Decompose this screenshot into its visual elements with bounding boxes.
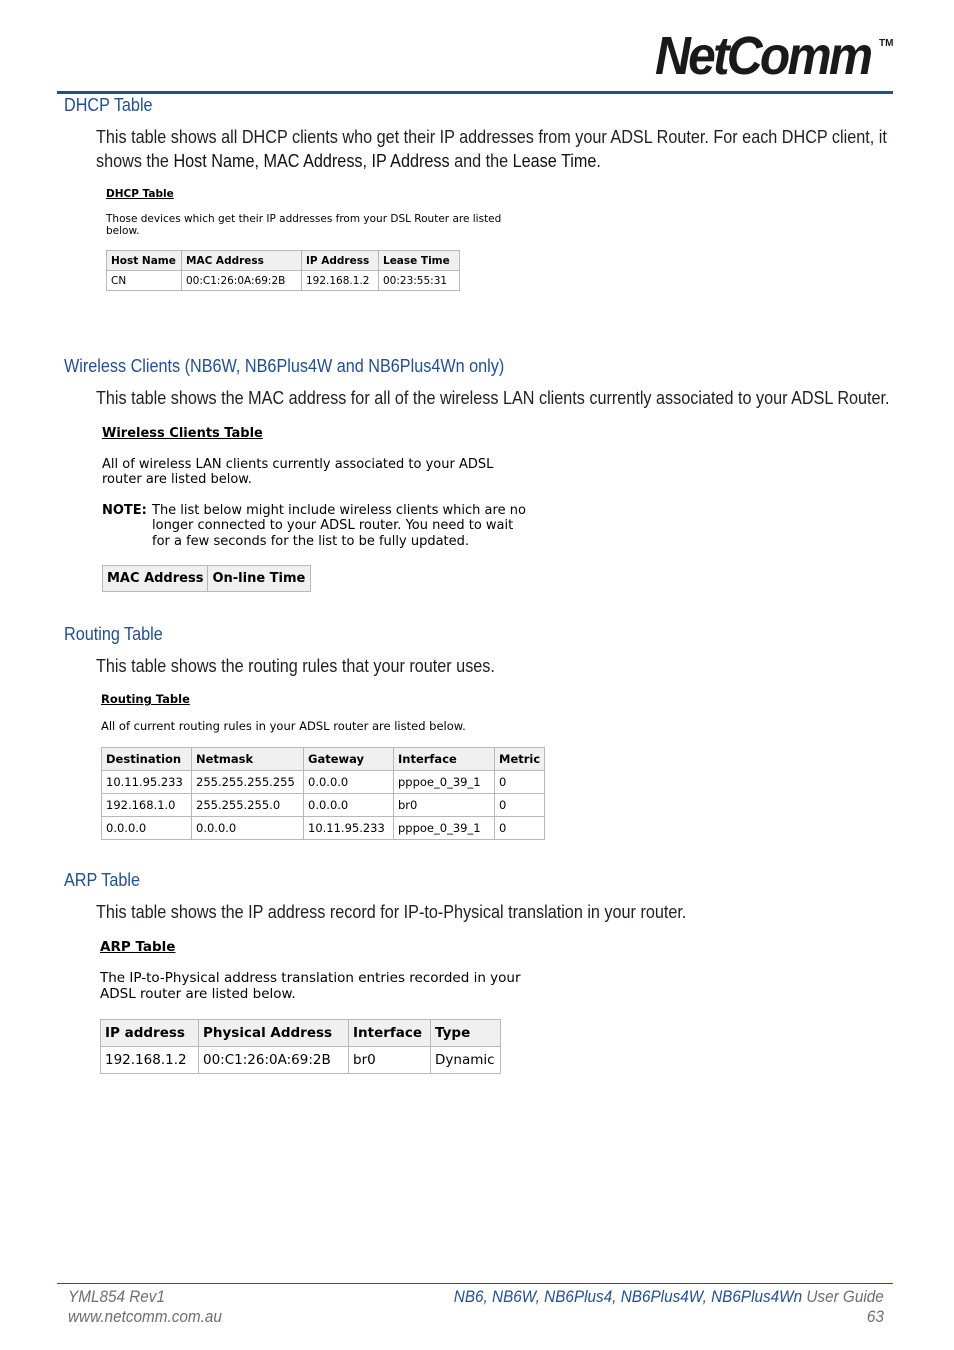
dhcp-screenshot [106, 188, 501, 238]
footer-website: www.netcomm.com.au [68, 1307, 222, 1326]
table-cell: 0.0.0.0 [304, 794, 394, 817]
table-cell: pppoe_0_39_1 [394, 771, 495, 794]
col-type: Type [431, 1020, 501, 1047]
table-cell: 255.255.255.255 [192, 771, 304, 794]
wireless-screenshot [102, 426, 526, 549]
dhcp-intro-end: . [596, 151, 601, 171]
footer-product-line [454, 1287, 884, 1307]
dhcp-table [106, 250, 460, 291]
dhcp-shot-title: DHCP Table [106, 188, 174, 200]
logo-text: NetComm [655, 26, 871, 86]
table-cell: 0.0.0.0 [102, 817, 192, 840]
wireless-note [102, 503, 526, 550]
note-text: The list below might include wireless clients which are no longer connected to your ADSL router. You need to wait for a few seconds for the list to be fully updated. [152, 502, 526, 549]
table-row [102, 771, 545, 794]
table-cell: 0 [495, 794, 545, 817]
table-cell: 192.168.1.0 [102, 794, 192, 817]
dhcp-intro-text: and the [449, 151, 513, 171]
dhcp-intro-sep: , [362, 151, 372, 171]
table-header-row [103, 566, 311, 592]
table-header-row [102, 748, 545, 771]
table-cell: 00:23:55:31 [379, 271, 460, 291]
table-cell: 10.11.95.233 [304, 817, 394, 840]
wireless-table [102, 565, 311, 592]
col-lease-time: Lease Time [379, 251, 460, 271]
routing-intro: This table shows the routing rules that your router uses. [96, 656, 495, 676]
wireless-shot-text: All of wireless LAN clients currently associated to your ADSL router are listed below. [102, 456, 494, 487]
dhcp-intro-sep: , [254, 151, 264, 171]
col-host-name: Host Name [107, 251, 182, 271]
col-ip-address: IP address [101, 1020, 199, 1047]
table-row [101, 1047, 501, 1074]
table-header-row [101, 1020, 501, 1047]
routing-table [101, 747, 545, 840]
footer-rule [57, 1283, 893, 1284]
routing-heading: Routing Table [64, 624, 163, 644]
dhcp-intro-text: shows the [96, 151, 174, 171]
col-gateway: Gateway [304, 748, 394, 771]
routing-screenshot [101, 692, 466, 733]
term-mac-address: MAC Address [263, 151, 363, 171]
arp-shot-text: The IP-to-Physical address translation entries recorded in your ADSL router are listed below. [100, 970, 521, 1002]
wireless-intro: This table shows the MAC address for all of the wireless LAN clients currently associated to your ADSL Router. [96, 388, 890, 408]
dhcp-intro-line-1: This table shows all DHCP clients who get their IP addresses from your ADSL Router. For each DHCP client, it [96, 127, 887, 147]
table-cell: br0 [349, 1047, 431, 1074]
col-ip-address: IP Address [302, 251, 379, 271]
col-online-time: On-line Time [208, 566, 311, 592]
table-cell: 192.168.1.2 [101, 1047, 199, 1074]
dhcp-intro-line-2 [96, 149, 887, 173]
table-cell: pppoe_0_39_1 [394, 817, 495, 840]
table-cell: Dynamic [431, 1047, 501, 1074]
footer-doc-id: YML854 Rev1 [68, 1287, 165, 1306]
dhcp-heading: DHCP Table [64, 95, 153, 115]
table-cell: 192.168.1.2 [302, 271, 379, 291]
arp-screenshot [100, 939, 521, 1002]
table-cell: br0 [394, 794, 495, 817]
note-label: NOTE: [102, 502, 147, 518]
netcomm-logo [655, 26, 895, 86]
col-metric: Metric [495, 748, 545, 771]
footer-guide-label: User Guide [802, 1287, 884, 1306]
table-cell: 10.11.95.233 [102, 771, 192, 794]
wireless-shot-title: Wireless Clients Table [102, 426, 263, 441]
col-physical-address: Physical Address [199, 1020, 349, 1047]
routing-shot-title: Routing Table [101, 692, 190, 706]
dhcp-shot-text: Those devices which get their IP addresses from your DSL Router are listed below. [106, 212, 502, 237]
wireless-heading: Wireless Clients (NB6W, NB6Plus4W and NB6Plus4Wn only) [64, 356, 505, 376]
logo-trademark: TM [879, 38, 894, 49]
table-cell: 0 [495, 771, 545, 794]
table-cell: 00:C1:26:0A:69:2B [182, 271, 302, 291]
arp-intro: This table shows the IP address record for IP-to-Physical translation in your router. [96, 902, 687, 922]
routing-shot-text: All of current routing rules in your ADSL router are listed below. [101, 719, 466, 733]
footer-products: NB6, NB6W, NB6Plus4, NB6Plus4W, NB6Plus4Wn [454, 1287, 803, 1306]
table-row [102, 817, 545, 840]
term-host-name: Host Name [173, 151, 255, 171]
table-cell: 0 [495, 817, 545, 840]
col-interface: Interface [394, 748, 495, 771]
table-cell: 0.0.0.0 [304, 771, 394, 794]
header-rule [57, 91, 893, 94]
col-netmask: Netmask [192, 748, 304, 771]
table-cell: 255.255.255.0 [192, 794, 304, 817]
arp-table [100, 1019, 501, 1074]
col-destination: Destination [102, 748, 192, 771]
table-cell: CN [107, 271, 182, 291]
table-row [107, 271, 460, 291]
col-interface: Interface [349, 1020, 431, 1047]
arp-shot-title: ARP Table [100, 939, 176, 955]
footer-page-number: 63 [866, 1307, 884, 1326]
dhcp-intro [96, 125, 887, 173]
table-cell: 00:C1:26:0A:69:2B [199, 1047, 349, 1074]
term-ip-address: IP Address [371, 151, 450, 171]
table-cell: 0.0.0.0 [192, 817, 304, 840]
table-row [102, 794, 545, 817]
table-header-row [107, 251, 460, 271]
arp-heading: ARP Table [64, 870, 140, 890]
term-lease-time: Lease Time [512, 151, 597, 171]
col-mac-address: MAC Address [182, 251, 302, 271]
col-mac-address: MAC Address [103, 566, 208, 592]
